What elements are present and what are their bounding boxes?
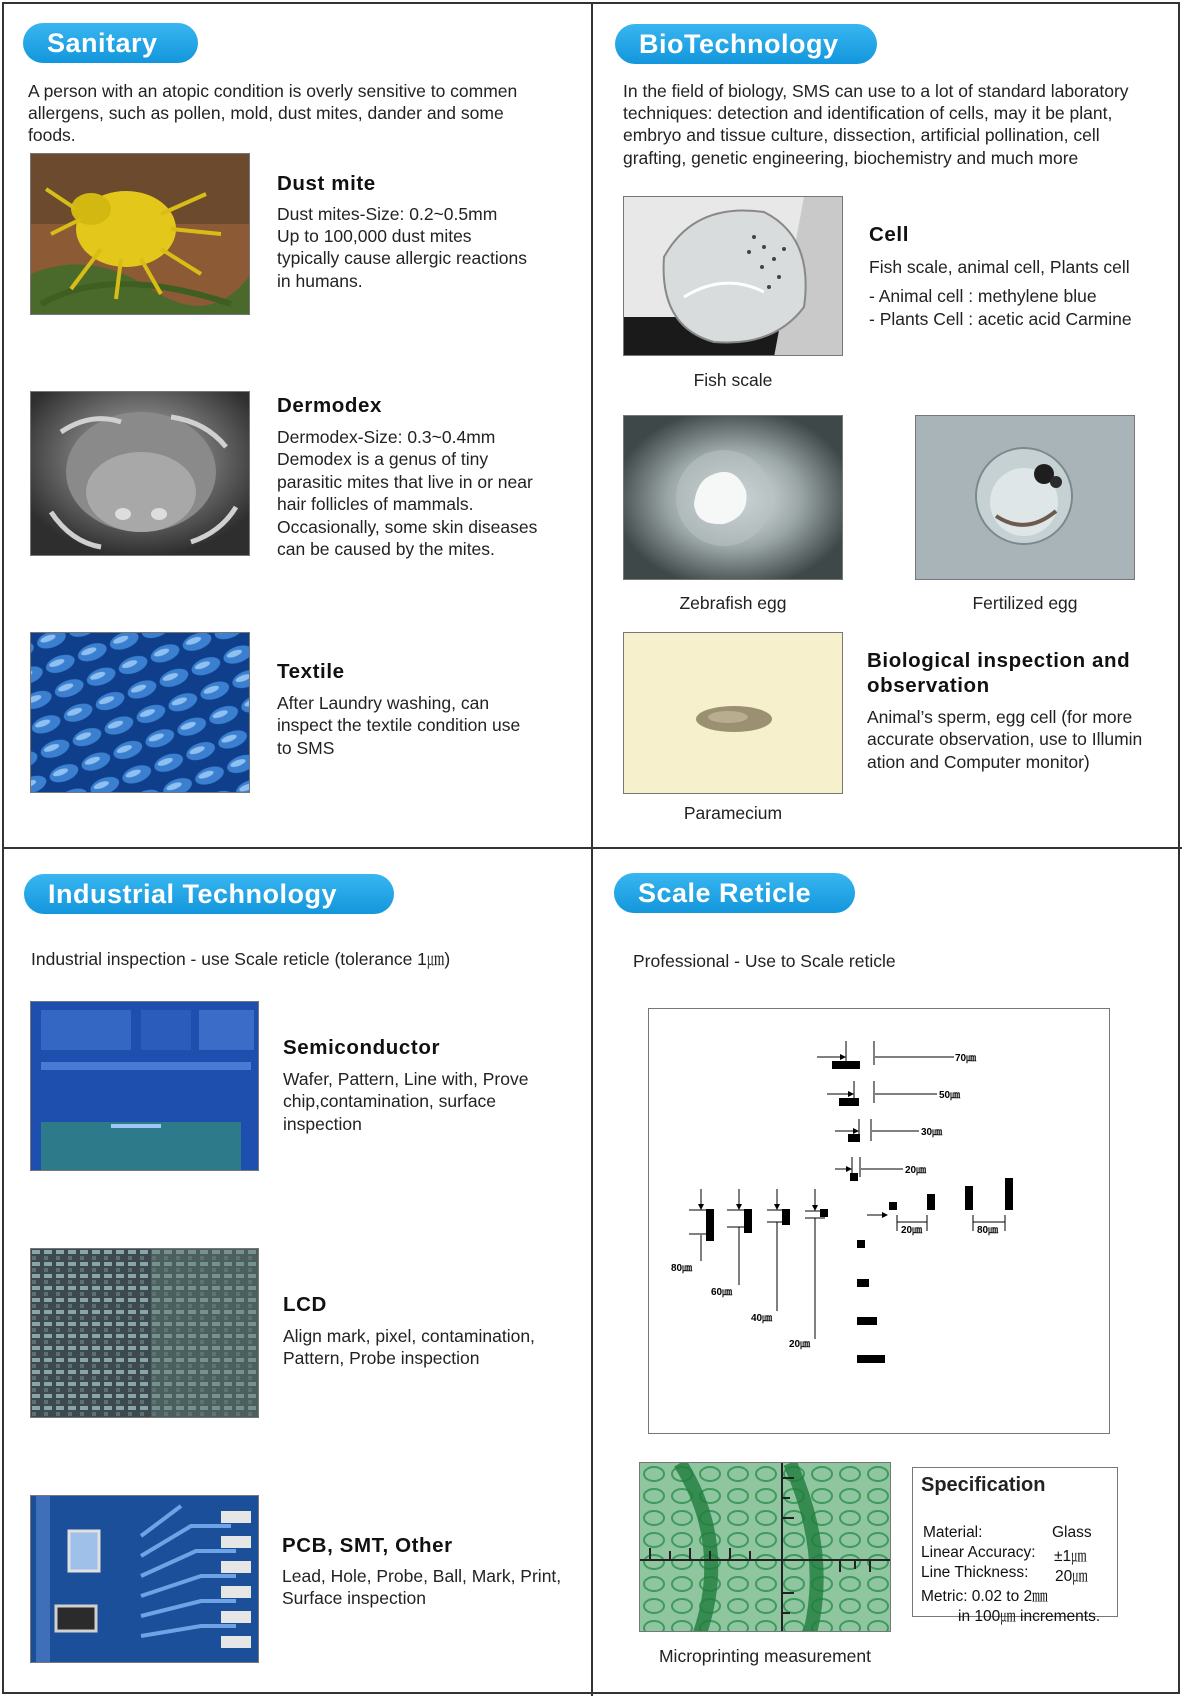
bio-text-2: accurate observation, use to Illumin: [867, 729, 1143, 749]
textile-heading: Textile: [277, 660, 345, 683]
dermodex-text-6: can be caused by the mites.: [277, 539, 495, 559]
lcd-text-2: Pattern, Probe inspection: [283, 1348, 480, 1368]
biotech-intro-1: In the field of biology, SMS can use to a lot of standard laboratory: [623, 81, 1129, 101]
pcb-heading: PCB, SMT, Other: [282, 1534, 453, 1557]
lcd-text-1: Align mark, pixel, contamination,: [283, 1326, 535, 1346]
spec-accuracy-value: ±1㎛: [1054, 1548, 1087, 1565]
dermodex-text-1: Dermodex-Size: 0.3~0.4mm: [277, 427, 496, 447]
reticle-label-v60: 60㎛: [711, 1287, 733, 1298]
textile-text-2: inspect the textile condition use: [277, 715, 521, 735]
pcb-text-1: Lead, Hole, Probe, Ball, Mark, Print,: [282, 1566, 562, 1586]
spec-material-label: Material:: [923, 1524, 983, 1541]
bio-text-3: ation and Computer monitor): [867, 752, 1090, 772]
zebrafish-egg-image: [623, 415, 843, 580]
dermodex-text-3: parasitic mites that live in or near: [277, 472, 533, 492]
pcb-image: [30, 1495, 259, 1663]
microprinting-caption: Microprinting measurement: [658, 1646, 872, 1666]
spec-material-value: Glass: [1052, 1524, 1092, 1541]
semiconductor-image: [30, 1001, 259, 1171]
spec-thickness-label: Line Thickness:: [921, 1564, 1029, 1581]
specification-box: [912, 1467, 1118, 1625]
reticle-label-70: 70㎛: [955, 1053, 977, 1064]
dust-mite-text-1: Dust mites-Size: 0.2~0.5mm: [277, 204, 498, 224]
sanitary-title: Sanitary: [23, 23, 198, 63]
scale-title: Scale Reticle: [614, 873, 855, 913]
paramecium-image: [623, 632, 843, 794]
fertilized-egg-caption: Fertilized egg: [972, 593, 1078, 613]
spec-metric-line2: in 100㎛ increments.: [958, 1608, 1101, 1625]
bio-heading-1: Biological inspection and: [867, 649, 1131, 672]
dermodex-text-4: hair follicles of mammals.: [277, 494, 474, 514]
semiconductor-text-1: Wafer, Pattern, Line with, Prove: [283, 1069, 529, 1089]
dermodex-text-5: Occasionally, some skin diseases: [277, 517, 538, 537]
biotech-intro-4: grafting, genetic engineering, biochemistry and much more: [623, 148, 1079, 168]
spec-accuracy-label: Linear Accuracy:: [921, 1544, 1036, 1561]
reticle-label-v40: 40㎛: [751, 1313, 773, 1324]
biotech-title: BioTechnology: [615, 24, 877, 64]
dust-mite-text-4: in humans.: [277, 271, 363, 291]
spec-title: Specification: [921, 1474, 1046, 1496]
reticle-label-v80: 80㎛: [671, 1263, 693, 1274]
bio-text-1: Animal’s sperm, egg cell (for more: [867, 707, 1133, 727]
dermodex-image: [30, 391, 250, 556]
cell-text-1: Fish scale, animal cell, Plants cell: [869, 257, 1130, 277]
cell-text-3: - Plants Cell : acetic acid Carmine: [869, 309, 1132, 329]
sanitary-intro-2: allergens, such as pollen, mold, dust mites, dander and some: [28, 103, 504, 123]
industrial-intro: Industrial inspection - use Scale reticle (tolerance 1㎛): [31, 949, 451, 969]
semiconductor-text-2: chip,contamination, surface: [283, 1091, 497, 1111]
microprinting-image: [639, 1462, 891, 1632]
paramecium-caption: Paramecium: [683, 803, 783, 823]
dermodex-heading: Dermodex: [277, 394, 383, 417]
biotech-intro-2: techniques: detection and identification of cells, may it be plant,: [623, 103, 1113, 123]
zebrafish-egg-caption: Zebrafish egg: [679, 593, 787, 613]
vertical-divider: [591, 2, 593, 1696]
fertilized-egg-image: [915, 415, 1135, 580]
lcd-heading: LCD: [283, 1293, 327, 1316]
dust-mite-text-2: Up to 100,000 dust mites: [277, 226, 472, 246]
textile-image: [30, 632, 250, 793]
cell-text-2: - Animal cell : methylene blue: [869, 286, 1097, 306]
dust-mite-image: [30, 153, 250, 315]
dermodex-text-2: Demodex is a genus of tiny: [277, 449, 489, 469]
sanitary-intro-1: A person with an atopic condition is overly sensitive to commen: [28, 81, 518, 101]
reticle-label-g80: 80㎛: [977, 1225, 999, 1236]
fish-scale-image: [623, 196, 843, 356]
scale-reticle-diagram: [648, 1008, 1110, 1434]
dust-mite-heading: Dust mite: [277, 172, 376, 195]
pcb-text-2: Surface inspection: [282, 1588, 426, 1608]
cell-heading: Cell: [869, 223, 909, 246]
dust-mite-text-3: typically cause allergic reactions: [277, 248, 527, 268]
reticle-label-50: 50㎛: [939, 1090, 961, 1101]
horizontal-divider: [2, 847, 1182, 849]
reticle-label-v20: 20㎛: [789, 1339, 811, 1350]
fish-scale-caption: Fish scale: [693, 370, 773, 390]
industrial-title: Industrial Technology: [24, 874, 394, 914]
reticle-label-30: 30㎛: [921, 1127, 943, 1138]
textile-text-1: After Laundry washing, can: [277, 693, 490, 713]
spec-metric-label: Metric: 0.02 to 2㎜: [921, 1588, 1048, 1605]
reticle-label-g20: 20㎛: [901, 1225, 923, 1236]
spec-thickness-value: 20㎛: [1055, 1568, 1088, 1585]
lcd-image: [30, 1248, 259, 1418]
biotech-intro-3: embryo and tissue culture, dissection, artificial pollination, cell: [623, 125, 1100, 145]
bio-heading-2: observation: [867, 674, 990, 697]
scale-intro: Professional - Use to Scale reticle: [633, 951, 896, 971]
reticle-label-20: 20㎛: [905, 1165, 927, 1176]
semiconductor-text-3: inspection: [283, 1114, 362, 1134]
sanitary-intro-3: foods.: [28, 125, 76, 145]
textile-text-3: to SMS: [277, 738, 335, 758]
semiconductor-heading: Semiconductor: [283, 1036, 441, 1059]
